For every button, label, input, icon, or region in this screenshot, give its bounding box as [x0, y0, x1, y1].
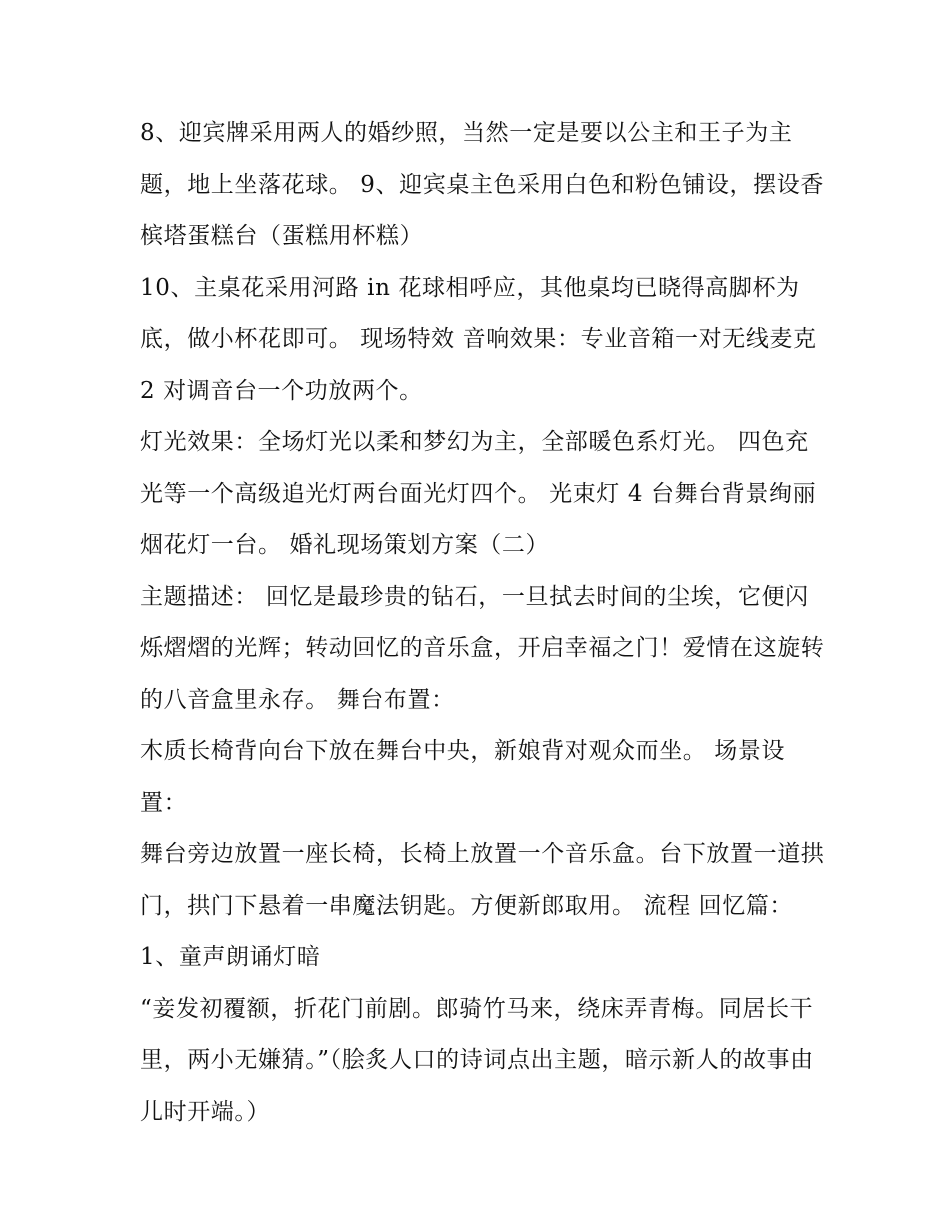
paragraph-lighting: 灯光效果：全场灯光以柔和梦幻为主，全部暖色系灯光。 四色充光等一个高级追光灯两台面光灯四个。 光束灯 4 台舞台背景绚丽烟花灯一台。 婚礼现场策划方案（二）	[140, 429, 817, 558]
paragraph-theme-description: 主题描述： 回忆是最珍贵的钻石，一旦拭去时间的尘埃，它便闪烁熠熠的光辉；转动回忆的音乐盒，开启幸福之门！爱情在这旋转的八音盒里永存。 舞台布置：	[140, 583, 825, 713]
paragraph-scene-setup: 舞台旁边放置一座长椅，长椅上放置一个音乐盒。台下放置一道拱门，拱门下悬着一串魔法钥匙。方便新郎取用。 流程 回忆篇： 1、童声朗诵灯暗	[140, 841, 825, 970]
paragraph-table-flowers-sound: 10、主桌花采用河路 in 花球相呼应，其他桌均已晓得高脚杯为底，做小杯花即可。 现场特效 音响效果：专业音箱一对无线麦克 2 对调音台一个功放两个。	[140, 274, 817, 404]
paragraph-stage-layout: 木质长椅背向台下放在舞台中央，新娘背对观众而坐。 场景设置：	[140, 738, 786, 816]
paragraph-welcome-sign: 8、迎宾牌采用两人的婚纱照，当然一定是要以公主和王子为主题，地上坐落花球。 9、迎宾桌主色采用白色和粉色铺设，摆设香槟塔蛋糕台（蛋糕用杯糕）	[140, 120, 824, 249]
document-body	[140, 108, 830, 1138]
paragraph-poem: “妾发初覆额，折花门前剧。郎骑竹马来，绕床弄青梅。同居长干里，两小无嫌猜。”（脍炙人口的诗词点出主题，暗示新人的故事由儿时开端。）	[140, 995, 814, 1125]
